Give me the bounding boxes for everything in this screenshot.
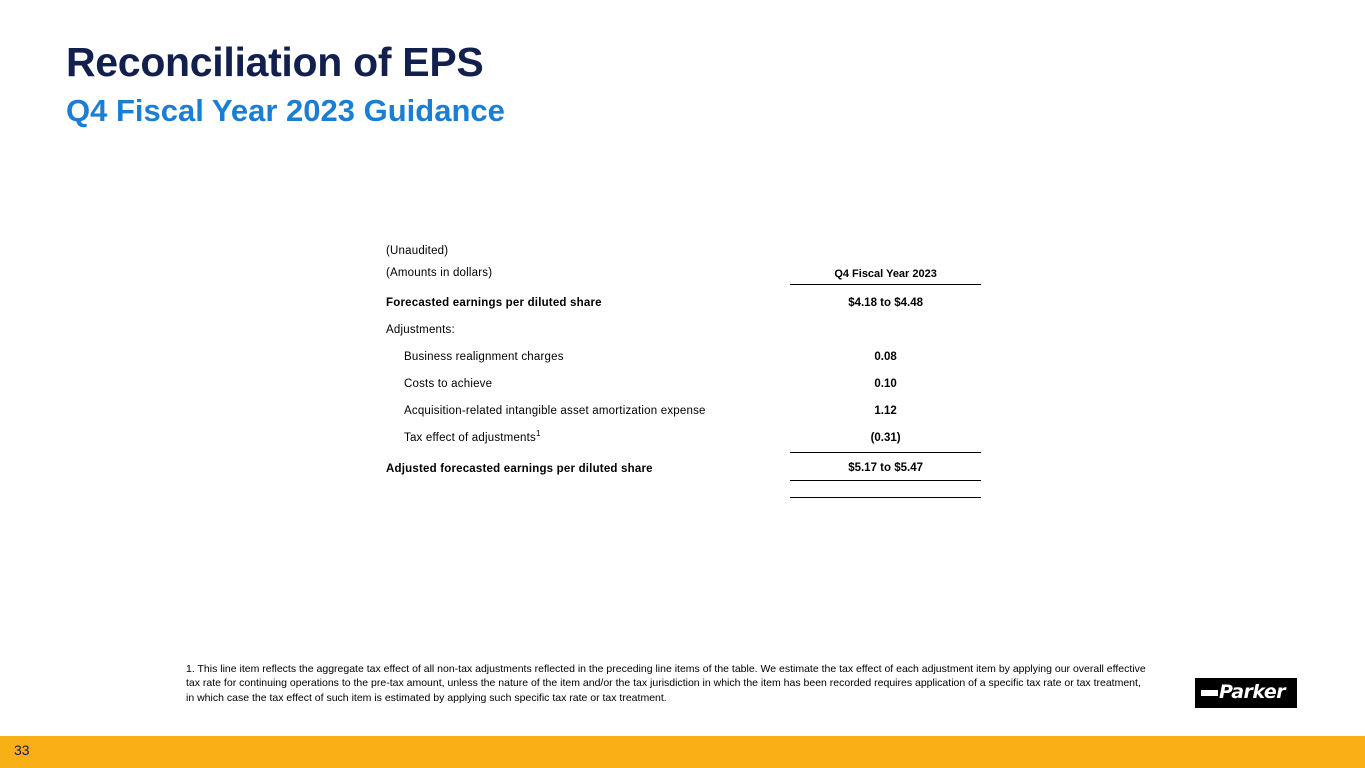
row-label-adjustments: Adjustments: <box>386 323 455 336</box>
column-header-q4: Q4 Fiscal Year 2023 <box>790 262 981 284</box>
table-row-unaudited <box>386 240 981 262</box>
eps-table-container <box>386 240 986 498</box>
unaudited-label: (Unaudited) <box>386 245 449 257</box>
row-value-intangible-amortization: 1.12 <box>874 404 897 417</box>
row-value-adjustments <box>790 314 981 341</box>
parker-logo <box>1195 678 1297 708</box>
amounts-label: (Amounts in dollars) <box>386 267 493 279</box>
row-value-tax-effect: (0.31) <box>870 431 901 444</box>
table-row-spacer <box>386 480 981 497</box>
row-value-business-realignment: 0.08 <box>874 350 897 363</box>
row-label-adjusted-eps: Adjusted forecasted earnings per diluted share <box>386 463 653 475</box>
table-row <box>386 422 981 453</box>
table-row <box>386 314 981 341</box>
title-block <box>66 40 505 129</box>
eps-reconciliation-table <box>386 240 981 498</box>
table-row <box>386 341 981 368</box>
total-underline <box>790 480 981 497</box>
logo-wordmark: Parker <box>1219 681 1286 703</box>
row-value-adjusted-eps: $5.17 to $5.47 <box>790 452 981 480</box>
bottom-bar <box>0 736 1365 768</box>
row-label-tax-effect: Tax effect of adjustments <box>404 432 536 444</box>
row-label-business-realignment: Business realignment charges <box>404 350 564 363</box>
table-row-total <box>386 452 981 480</box>
row-label-costs-to-achieve: Costs to achieve <box>404 377 493 390</box>
row-label-intangible-amortization: Acquisition-related intangible asset amortization expense <box>404 404 706 417</box>
row-value-costs-to-achieve: 0.10 <box>874 377 897 390</box>
row-value-forecasted-eps: $4.18 to $4.48 <box>848 296 923 309</box>
unaudited-value <box>790 240 981 262</box>
logo-dash-icon <box>1201 690 1218 696</box>
page-title: Reconciliation of EPS <box>66 39 484 85</box>
footnote-text: 1. This line item reflects the aggregate tax effect of all non-tax adjustments reflected in the preceding line items of the table. We estimate the tax effect of each adjustment item by applying our overall effective tax rate for continuing operations to the pre-tax amount, unless the nature of the item and/or the tax jurisdiction in which the item has been recorded requires application of a specific tax rate or tax treatment, in which case the tax effect of such item is estimated by applying such specific tax rate or tax treatment. <box>186 663 1146 704</box>
row-label-forecasted-eps: Forecasted earnings per diluted share <box>386 296 602 309</box>
footnote-marker: 1 <box>536 429 541 439</box>
table-row <box>386 284 981 314</box>
table-row-header <box>386 262 981 284</box>
table-row <box>386 368 981 395</box>
page-number: 33 <box>14 742 30 758</box>
table-row <box>386 395 981 422</box>
page-subtitle: Q4 Fiscal Year 2023 Guidance <box>66 93 505 129</box>
